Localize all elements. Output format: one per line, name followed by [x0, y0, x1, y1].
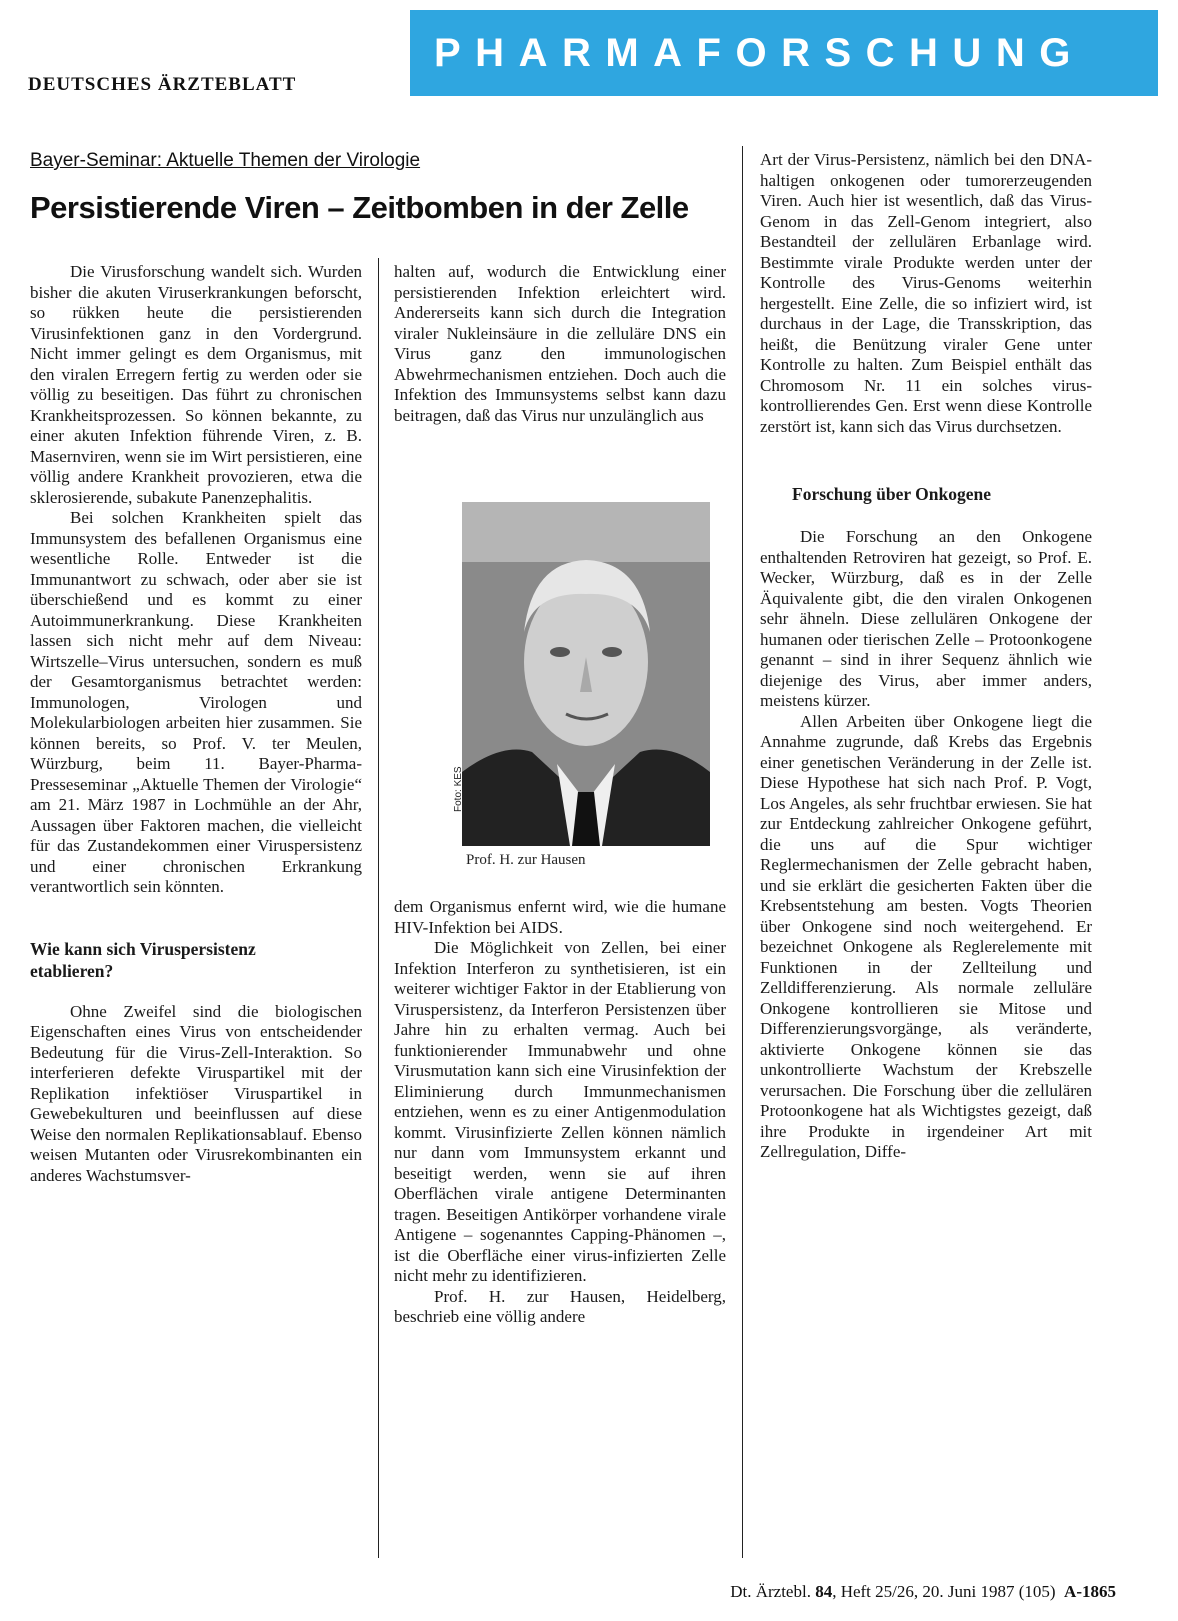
- paragraph: Allen Arbeiten über Onkogene liegt die Annahme zugrunde, daß Krebs das Ergebnis einer genetischen Veränderung in der Zelle ist. Diese Hypothese hat sich nach Prof. P. Vogt, Los Angeles, als sehr fruchtbar erwiesen. Sie hat zur Entdeckung zahlreicher Onkogene geführt, die uns auf die Spur wichtiger Reglermechanismen der Zelle gebracht haben, und sie erklärt die gesicherten Fakten über die Krebsentstehung am besten. Vogts Theorien über Onkogene sind noch weitergehend. Er bezeichnet Onkogene als Reglerelemente mit Funktionen in der Zellteilung und Zelldifferenzierung. Als normale zelluläre Onkogene kontrollieren sie Mitose und Differenzierungsvorgänge, als veränderte, aktivierte Onkogene können sie das unkontrollierte Wachstum der Krebszelle verursachen. Die Forschung über die zellulären Protoonkogene hat als Wichtigstes gezeigt, daß ihre Produkte in irgendeiner Art mit Zellregulation, Diffe-: [760, 711, 1092, 1161]
- photo-caption: Prof. H. zur Hausen: [466, 852, 586, 868]
- column-2-top: [394, 262, 726, 426]
- column-rule: [742, 146, 743, 1558]
- section-title: PHARMAFORSCHUNG: [434, 30, 1085, 75]
- subheading: Forschung über Onkogene: [792, 484, 992, 504]
- paragraph: halten auf, wodurch die Entwicklung einer persistierenden Infektion erleichtert wird. Andererseits kann sich durch die Integration viraler Nukleinsäure in die zelluläre DNS ein Virus ganz den immunologischen Abwehrmechanismen entziehen. Doch auch die Infektion des Immunsystems selbst kann dazu beitragen, daß das Virus nur unzulänglich aus: [394, 262, 726, 425]
- column-1: [30, 262, 362, 1186]
- paragraph: dem Organismus enfernt wird, wie die humane HIV-Infektion bei AIDS.: [394, 897, 726, 937]
- paragraph: Die Möglichkeit von Zellen, bei einer Infektion Interferon zu synthetisieren, ist ein weiterer wichtiger Faktor in der Etablierung von Viruspersistenz, da Interferon Persistenzen über Jahre hin zu erhalten vermag. Auch bei funktionierender Immunabwehr und ohne Virusmutation kann sich eine Virusinfektion der Eliminierung durch Immunmechanismen entziehen, wenn es zu einer Antigenmodulation kommt. Virusinfizierte Zellen können nämlich nur dann vom Immunsystem erkannt und beseitigt werden, wenn sie auf ihren Oberflächen virale antigene Determinanten tragen. Beseitigen Antikörper vorhandene virale Antigene – sogenanntes Capping-Phänomen –, ist die Oberfläche einer virus-infizierten Zelle nicht mehr zu identifizieren.: [394, 938, 726, 1285]
- paragraph: Art der Virus-Persistenz, nämlich bei den DNA-haltigen onkogenen oder tumorerzeugenden Viren. Auch hier ist wesentlich, daß das Virus-Genom in das Zell-Genom integriert, also Bestandteil der zellulären Erbanlage wird. Bestimmte virale Produkte werden unter der Kontrolle des Virus-Genoms weiterhin hergestellt. Eine Zelle, die so infiziert wird, ist durchaus in der Lage, die Transskription, das heißt, die Benützung viraler Gene unter Kontrolle zu halten. Zum Beispiel enthält das Chromosom Nr. 11 ein solches virus-kontrollierendes Gen. Erst wenn diese Kontrolle zerstört ist, kann sich das Virus durchsetzen.: [760, 150, 1092, 436]
- portrait-image: [462, 502, 710, 846]
- paragraph: Ohne Zweifel sind die biologischen Eigenschaften eines Virus von entscheidender Bedeutung für die Virus-Zell-Interaktion. So interferieren defekte Viruspartikel mit der Replikation infektiöser Viruspartikel in Gewebekulturen und beeinflussen auf diese Weise den normalen Replikationsablauf. Ebenso weisen Mutanten oder Virusrekombinanten ein anderes Wachstumsver-: [30, 1001, 362, 1185]
- paragraph: Bei solchen Krankheiten spielt das Immunsystem des befallenen Organismus eine wesentliche Rolle. Entweder ist die Immunantwort zu schwach, oder aber sie ist überschießend und es kommt zu einer Autoimmunerkrankung. Diese Krankheiten lassen sich nicht mehr auf dem Niveau: Wirtszelle–Virus untersuchen, sondern es muß der Gesamtorganismus betrachtet werden: Immunologen, Virologen und Molekularbiologen arbeiten hier zusammen. Sie können bereits, so Prof. V. ter Meulen, Würzburg, beim 11. Bayer-Pharma-Presseseminar „Aktuelle Themen der Virologie“ am 21. März 1987 in Lochmühle an der Ahr, Aussagen über Faktoren machen, die vielleicht für das Zustandekommen einer Viruspersistenz und einer chronischen Erkrankung verantwortlich sein könnten.: [30, 508, 362, 896]
- footer-journal: Dt. Ärztebl.: [730, 1582, 811, 1601]
- masthead: DEUTSCHES ÄRZTEBLATT: [28, 74, 297, 95]
- article-kicker: Bayer-Seminar: Aktuelle Themen der Virologie: [30, 150, 421, 171]
- column-3: [760, 150, 1092, 1163]
- section-banner: [410, 10, 1158, 96]
- column-2-bottom: [394, 897, 726, 1328]
- footer-volume: 84: [815, 1582, 833, 1601]
- portrait-photo: [453, 502, 710, 846]
- paragraph: Die Virusforschung wandelt sich. Wurden bisher die akuten Viruserkrankungen beforscht, so rükken heute die persistierenden Virusinfektionen ganz in den Vordergrund. Nicht immer gelingt es dem Organismus, mit den viralen Erregern fertig zu werden oder sie völlig zu beseitigen. Das führt zu chronischen Krankheitsprozessen. So können bekannte, zu einer akuten Infektion führende Viren, z. B. Masernviren, wenn sie im Wirt persistieren, eine völlig andere Krankheit provozieren, etwa die sklerosierende, subakute Panenzephalitis.: [30, 262, 362, 507]
- subheading: Wie kann sich Viruspersistenz etablieren?: [30, 938, 256, 981]
- photo-credit: Foto: KES: [453, 766, 464, 812]
- paragraph: Die Forschung an den Onkogene enthaltenden Retroviren hat gezeigt, so Prof. E. Wecker, Würzburg, daß es in der Zelle Äquivalente gibt, die den viralen Onkogenen sehr ähneln. Diese zellulären Onkogene der humanen oder tierischen Zelle – Protoonkogene genannt – sind in ihrer Sequenz ähnlich wie diejenige des Virus, aber immer anders, meistens kürzer.: [760, 527, 1092, 710]
- column-rule: [378, 258, 379, 1558]
- footer-issue: , Heft 25/26, 20. Juni 1987 (105): [832, 1582, 1056, 1601]
- article-headline: Persistierende Viren – Zeitbomben in der Zelle: [30, 190, 689, 225]
- paragraph: Prof. H. zur Hausen, Heidelberg, beschrieb eine völlig andere: [394, 1286, 726, 1326]
- page-footer: [730, 1582, 1116, 1602]
- footer-page: A-1865: [1064, 1582, 1116, 1601]
